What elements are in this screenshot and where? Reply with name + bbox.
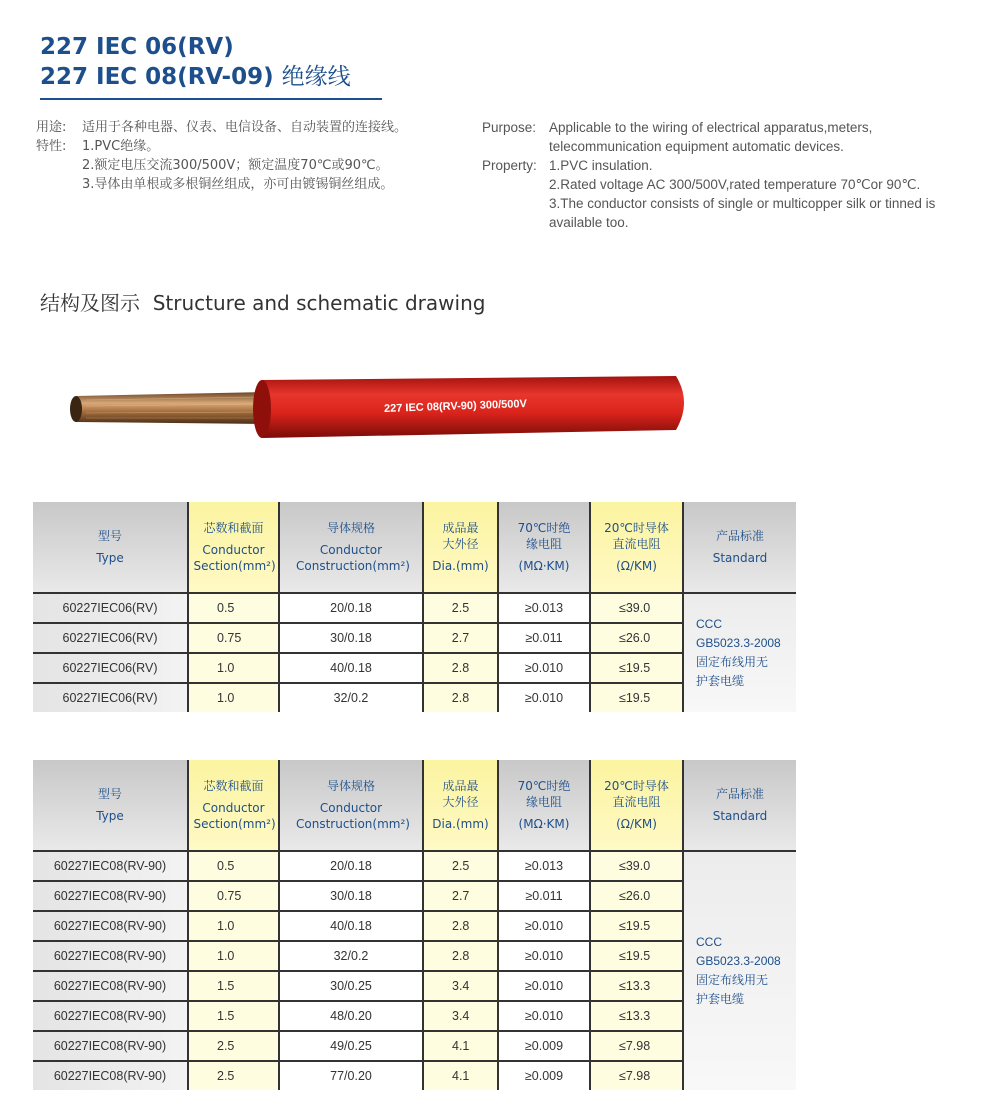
cell-insulation: ≥0.011 [498,623,590,653]
cell-dc: ≤26.0 [590,623,683,653]
cell-construction: 32/0.2 [279,941,423,971]
cell-construction: 30/0.18 [279,881,423,911]
table-row [33,1001,796,1031]
cn-property-item: 2.额定电压交流300/500V；额定温度70℃或90℃。 [82,158,389,173]
cell-insulation: ≥0.009 [498,1031,590,1061]
cell-standard: CCC GB5023.3-2008 固定布线用无 护套电缆 [683,593,796,712]
col-section: 芯数和截面 Conductor Section(mm²) [188,502,279,593]
table-row [33,593,796,623]
cell-dc: ≤19.5 [590,911,683,941]
col-standard: 产品标准 Standard [683,760,796,851]
cell-dia: 2.5 [423,851,498,881]
col-dc-resistance: 20℃时导体直流电阻 (Ω/KM) [590,502,683,593]
col-type: 型号 Type [33,760,188,851]
cell-section: 0.75 [188,623,279,653]
cell-dia: 4.1 [423,1061,498,1090]
cell-type: 60227IEC06(RV) [33,653,188,683]
col-construction: 导体规格 Conductor Construction(mm²) [279,502,423,593]
en-property-item: 1.PVC insulation. [549,158,653,173]
cell-construction: 30/0.25 [279,971,423,1001]
cell-dc: ≤13.3 [590,1001,683,1031]
cn-property-item: 3.导体由单根或多根铜丝组成，亦可由镀锡铜丝组成。 [82,177,394,192]
spec-table-rv [33,502,796,712]
cell-dia: 2.8 [423,653,498,683]
cell-construction: 40/0.18 [279,911,423,941]
cell-type: 60227IEC08(RV-90) [33,941,188,971]
section-title: 结构及图示 Structure and schematic drawing [40,291,486,315]
cell-dc: ≤19.5 [590,941,683,971]
title-underline [40,98,382,100]
cell-type: 60227IEC06(RV) [33,683,188,712]
table-row [33,941,796,971]
col-insulation: 70℃时绝缘电阻 (MΩ·KM) [498,760,590,851]
table-row [33,683,796,712]
cell-insulation: ≥0.010 [498,1001,590,1031]
english-description [482,118,987,232]
cell-insulation: ≥0.009 [498,1061,590,1090]
cell-dia: 4.1 [423,1031,498,1061]
chinese-description [36,118,422,194]
cell-type: 60227IEC08(RV-90) [33,1061,188,1090]
en-property-label: Property: [482,158,537,173]
cn-property-list [82,137,422,194]
cell-dc: ≤39.0 [590,851,683,881]
cell-insulation: ≥0.010 [498,971,590,1001]
cell-dc: ≤19.5 [590,683,683,712]
cell-section: 2.5 [188,1061,279,1090]
spec-table-rv90 [33,760,796,1090]
cell-type: 60227IEC08(RV-90) [33,881,188,911]
cell-dia: 2.7 [423,881,498,911]
cell-insulation: ≥0.010 [498,683,590,712]
cell-construction: 32/0.2 [279,683,423,712]
col-insulation: 70℃时绝缘电阻 (MΩ·KM) [498,502,590,593]
cn-purpose-label: 用途: [36,120,67,135]
cell-insulation: ≥0.010 [498,911,590,941]
page-title [40,32,351,92]
cell-dia: 2.8 [423,683,498,712]
cell-construction: 48/0.20 [279,1001,423,1031]
cell-type: 60227IEC06(RV) [33,623,188,653]
en-purpose-text: Applicable to the wiring of electrical apparatus,meters, telecommunication equipment automatic devices. [549,120,873,154]
cell-section: 0.5 [188,851,279,881]
cell-dc: ≤7.98 [590,1031,683,1061]
cell-insulation: ≥0.011 [498,881,590,911]
cell-section: 1.5 [188,1001,279,1031]
cell-section: 1.0 [188,941,279,971]
en-purpose-label: Purpose: [482,120,537,135]
cell-standard: CCC GB5023.3-2008 固定布线用无 护套电缆 [683,851,796,1090]
cell-insulation: ≥0.010 [498,941,590,971]
cell-construction: 40/0.18 [279,653,423,683]
col-dc-resistance: 20℃时导体直流电阻 (Ω/KM) [590,760,683,851]
col-type: 型号 Type [33,502,188,593]
cell-dia: 3.4 [423,971,498,1001]
table-row [33,1061,796,1090]
table-row [33,971,796,1001]
cell-section: 1.5 [188,971,279,1001]
cell-type: 60227IEC08(RV-90) [33,911,188,941]
en-property-list [549,156,987,232]
cell-dc: ≤19.5 [590,653,683,683]
cell-section: 1.0 [188,653,279,683]
cell-dc: ≤26.0 [590,881,683,911]
title-line-2 [40,62,351,92]
cn-property-item: 1.PVC绝缘。 [82,139,160,154]
cell-dc: ≤7.98 [590,1061,683,1090]
cell-construction: 49/0.25 [279,1031,423,1061]
cn-purpose-text: 适用于各种电器、仪表、电信设备、自动装置的连接线。 [82,120,408,135]
col-dia: 成品最大外径 Dia.(mm) [423,502,498,593]
cell-section: 0.75 [188,881,279,911]
title-line-2-en: 227 IEC 08(RV-09) [40,64,274,90]
col-dia: 成品最大外径 Dia.(mm) [423,760,498,851]
table-row [33,911,796,941]
title-line-1: 227 IEC 06(RV) [40,34,234,60]
cell-insulation: ≥0.010 [498,653,590,683]
cell-type: 60227IEC08(RV-90) [33,971,188,1001]
col-construction: 导体规格 Conductor Construction(mm²) [279,760,423,851]
cell-insulation: ≥0.013 [498,593,590,623]
en-property-item: 3.The conductor consists of single or multicopper silk or tinned is available too. [549,196,936,230]
copper-conductor [76,392,266,424]
en-property-item: 2.Rated voltage AC 300/500V,rated temperature 70℃or 90℃. [549,177,921,192]
cell-section: 1.0 [188,683,279,712]
table-row [33,623,796,653]
insulation-end [253,380,271,438]
table-header-row [33,760,796,851]
cell-dia: 2.7 [423,623,498,653]
cn-property-label: 特性: [36,139,67,154]
cell-section: 0.5 [188,593,279,623]
cell-type: 60227IEC08(RV-90) [33,851,188,881]
col-section: 芯数和截面 Conductor Section(mm²) [188,760,279,851]
title-line-2-cn: 绝缘线 [281,64,351,90]
cell-construction: 30/0.18 [279,623,423,653]
cell-type: 60227IEC08(RV-90) [33,1031,188,1061]
cell-type: 60227IEC08(RV-90) [33,1001,188,1031]
cell-construction: 20/0.18 [279,851,423,881]
col-standard: 产品标准 Standard [683,502,796,593]
cell-dc: ≤13.3 [590,971,683,1001]
table-header-row [33,502,796,593]
cell-section: 1.0 [188,911,279,941]
cell-construction: 77/0.20 [279,1061,423,1090]
cell-dia: 2.8 [423,911,498,941]
table-row [33,881,796,911]
cell-dia: 2.8 [423,941,498,971]
conductor-end [70,396,82,422]
cell-type: 60227IEC06(RV) [33,593,188,623]
cell-construction: 20/0.18 [279,593,423,623]
table-row [33,1031,796,1061]
cell-insulation: ≥0.013 [498,851,590,881]
cable-label: 227 IEC 08(RV-90) 300/500V [383,398,528,415]
table-row [33,851,796,881]
cell-dc: ≤39.0 [590,593,683,623]
cell-dia: 3.4 [423,1001,498,1031]
cell-section: 2.5 [188,1031,279,1061]
table-row [33,653,796,683]
cell-dia: 2.5 [423,593,498,623]
cable-drawing [66,366,696,446]
